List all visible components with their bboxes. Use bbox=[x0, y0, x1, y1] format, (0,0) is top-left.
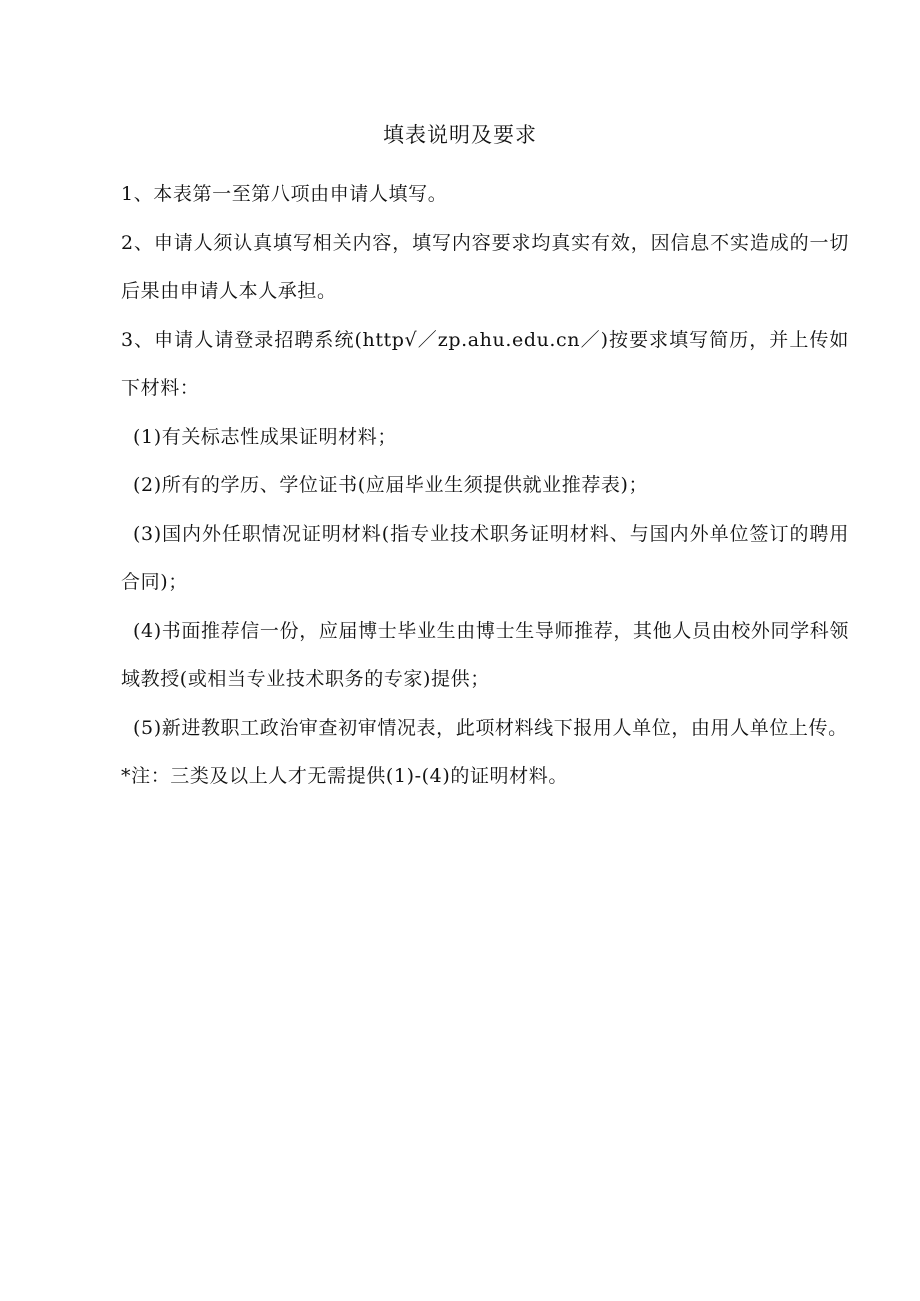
document-body bbox=[121, 170, 849, 801]
paragraph-3: 3、申请人请登录招聘系统(http√／zp.ahu.edu.cn／)按要求填写简历，并上传如下材料： bbox=[121, 328, 849, 399]
footnote: *注：三类及以上人才无需提供(1)-(4)的证明材料。 bbox=[121, 765, 568, 787]
paragraph-2: 2、申请人须认真填写相关内容，填写内容要求均真实有效，因信息不实造成的一切后果由申请人本人承担。 bbox=[121, 231, 849, 302]
paragraph-1: 1、本表第一至第八项由申请人填写。 bbox=[121, 183, 448, 205]
material-item-5: (5)新进教职工政治审查初审情况表，此项材料线下报用人单位，由用人单位上传。 bbox=[133, 716, 848, 739]
material-item-3: (3)国内外任职情况证明材料(指专业技术职务证明材料、与国内外单位签订的聘用合同)； bbox=[121, 522, 849, 593]
material-item-1: (1)有关标志性成果证明材料； bbox=[133, 425, 397, 448]
material-item-4: (4)书面推荐信一份，应届博士毕业生由博士生导师推荐，其他人员由校外同学科领域教授(或相当专业技术职务的专家)提供； bbox=[121, 619, 849, 690]
material-item-2: (2)所有的学历、学位证书(应届毕业生须提供就业推荐表)； bbox=[133, 474, 649, 496]
document-title: 填表说明及要求 bbox=[383, 123, 537, 147]
